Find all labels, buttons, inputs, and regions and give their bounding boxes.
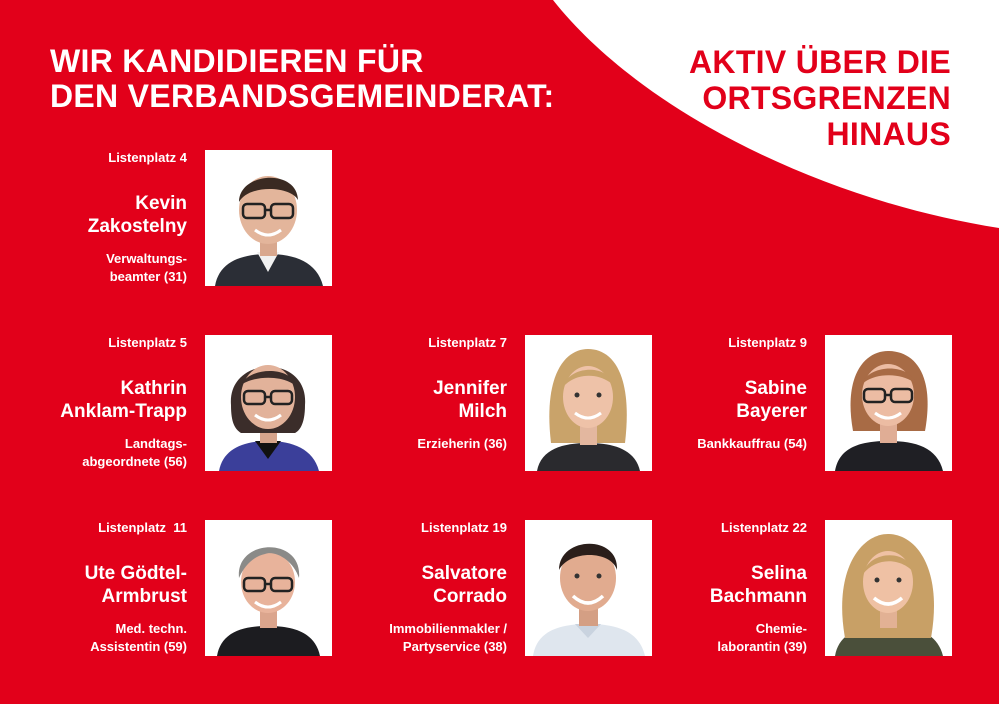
candidate-occupation: Chemie- laborantin (39) [717, 621, 807, 654]
slogan-line-3: HINAUS [826, 116, 951, 152]
candidate-name: Selina Bachmann [709, 563, 807, 607]
candidate-name: Jennifer Milch [433, 378, 507, 422]
candidate-listenplatz: Listenplatz 5 [108, 335, 187, 350]
candidate-occupation: Bankkauffrau (54) [697, 436, 807, 451]
candidate-occupation: Immobilienmakler / Partyservice (38) [389, 621, 507, 654]
candidate-listenplatz: Listenplatz 19 [421, 520, 507, 535]
candidate-card-kevin-zakostelny [32, 150, 332, 290]
candidate-name: Ute Gödtel- Armbrust [84, 563, 187, 607]
candidate-listenplatz: Listenplatz 7 [428, 335, 507, 350]
slogan-line-1: AKTIV ÜBER DIE [689, 44, 951, 80]
candidate-listenplatz: Listenplatz 11 [98, 520, 187, 535]
candidate-name: Kathrin Anklam-Trapp [60, 378, 187, 422]
candidate-portrait-photo [205, 150, 332, 286]
candidate-name: Salvatore Corrado [421, 563, 507, 607]
candidate-portrait-photo [825, 335, 952, 471]
candidate-card-kathrin-anklam-trapp [32, 335, 332, 475]
candidate-occupation: Med. techn. Assistentin (59) [90, 621, 187, 654]
candidate-portrait-photo [825, 520, 952, 656]
candidate-card-selina-bachmann [652, 520, 952, 660]
candidate-occupation: Verwaltungs- beamter (31) [106, 251, 187, 284]
candidate-occupation: Landtags- abgeordnete (56) [82, 436, 187, 469]
slogan [689, 44, 951, 152]
candidate-name: Kevin Zakostelny [87, 193, 187, 237]
headline-line-1: WIR KANDIDIEREN FÜR [50, 43, 424, 79]
headline-line-2: DEN VERBANDSGEMEINDERAT: [50, 78, 555, 114]
candidate-listenplatz: Listenplatz 9 [728, 335, 807, 350]
candidate-name: Sabine Bayerer [736, 378, 807, 422]
candidate-card-ute-goedtel-armbrust [32, 520, 332, 660]
candidate-card-sabine-bayerer [652, 335, 952, 475]
candidate-listenplatz: Listenplatz 4 [108, 150, 187, 165]
slogan-line-2: ORTSGRENZEN [702, 80, 951, 116]
page-headline [50, 44, 554, 114]
candidate-occupation: Erzieherin (36) [417, 436, 507, 451]
candidate-listenplatz: Listenplatz 22 [721, 520, 807, 535]
